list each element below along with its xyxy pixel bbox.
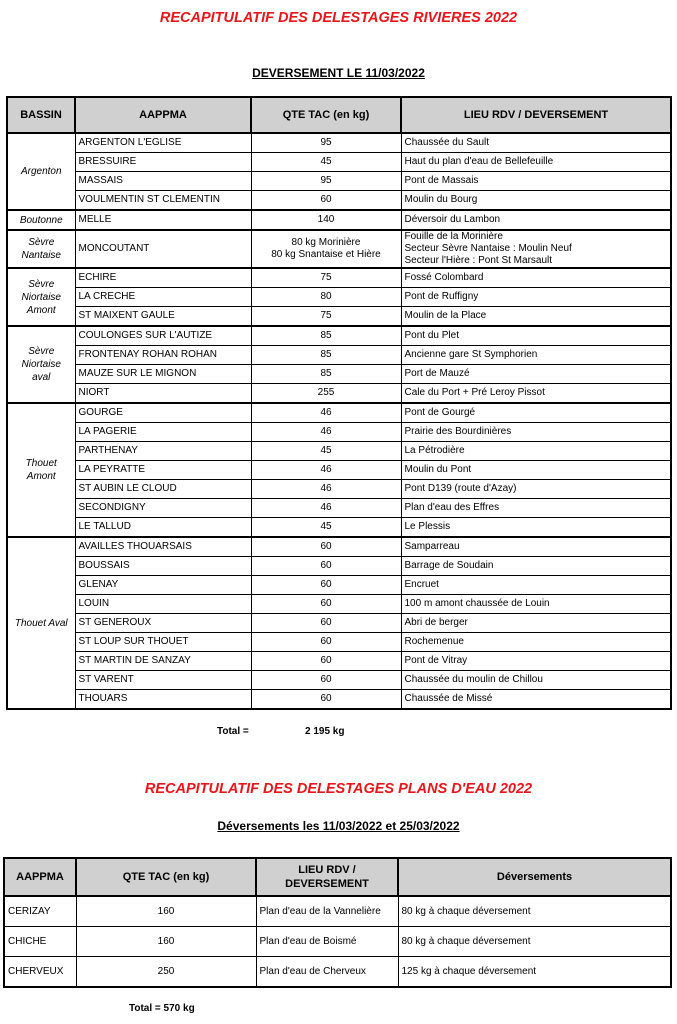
lieu-cell: Le Plessis bbox=[401, 518, 671, 538]
table-row bbox=[7, 518, 671, 538]
aappma-cell: LOUIN bbox=[75, 595, 251, 614]
table-row bbox=[7, 210, 671, 230]
lakes-total: Total = 570 kg bbox=[129, 1003, 195, 1014]
bassin-cell: Thouet Amont bbox=[7, 403, 75, 537]
aappma-cell: SECONDIGNY bbox=[75, 499, 251, 518]
lieu-cell: 100 m amont chaussée de Louin bbox=[401, 595, 671, 614]
table-row bbox=[7, 633, 671, 652]
rivers-total-label: Total = bbox=[217, 726, 249, 737]
qte-cell: 75 bbox=[251, 307, 401, 327]
qte-cell: 95 bbox=[251, 133, 401, 153]
qte-cell: 255 bbox=[251, 384, 401, 404]
table-row bbox=[7, 288, 671, 307]
bassin-group bbox=[7, 210, 671, 230]
qte-cell: 45 bbox=[251, 153, 401, 172]
qte-cell: 45 bbox=[251, 518, 401, 538]
lieu-cell bbox=[401, 230, 671, 268]
lieu-cell: Pont D139 (route d'Azay) bbox=[401, 480, 671, 499]
table-row bbox=[7, 133, 671, 153]
qte-cell: 60 bbox=[251, 557, 401, 576]
rivers-subtitle: DEVERSEMENT LE 11/03/2022 bbox=[252, 66, 425, 80]
qte-cell: 60 bbox=[251, 191, 401, 211]
table-row bbox=[7, 595, 671, 614]
lieu-cell: Déversoir du Lambon bbox=[401, 210, 671, 230]
bassin-cell: Argenton bbox=[7, 133, 75, 210]
lieu-cell: Fossé Colombard bbox=[401, 268, 671, 288]
aappma-cell: FRONTENAY ROHAN ROHAN bbox=[75, 346, 251, 365]
qte-cell: 95 bbox=[251, 172, 401, 191]
qte-cell: 80 bbox=[251, 288, 401, 307]
rivers-total-value: 2 195 kg bbox=[305, 726, 345, 737]
lieu-cell: Plan d'eau des Effres bbox=[401, 499, 671, 518]
lieu-line: Secteur Sèvre Nantaise : Moulin Neuf bbox=[404, 243, 572, 254]
lieu-cell: Pont de Vitray bbox=[401, 652, 671, 671]
aappma-cell: BRESSUIRE bbox=[75, 153, 251, 172]
aappma-cell: CERIZAY bbox=[4, 896, 76, 927]
lieu-cell: Plan d'eau de la Vannelière bbox=[256, 896, 398, 927]
lieu-cell: Plan d'eau de Cherveux bbox=[256, 957, 398, 988]
header-aappma: AAPPMA bbox=[4, 858, 76, 896]
table-row bbox=[7, 346, 671, 365]
table-row bbox=[7, 671, 671, 690]
deversement-cell: 80 kg à chaque déversement bbox=[398, 896, 671, 927]
header-deversements: Déversements bbox=[398, 858, 671, 896]
lakes-title: RECAPITULATIF DES DELESTAGES PLANS D'EAU 2022 bbox=[144, 781, 533, 797]
aappma-cell: ST MAIXENT GAULE bbox=[75, 307, 251, 327]
lieu-cell: Rochemenue bbox=[401, 633, 671, 652]
aappma-cell: VOULMENTIN ST CLEMENTIN bbox=[75, 191, 251, 211]
qte-cell: 60 bbox=[251, 652, 401, 671]
aappma-cell: LA CRECHE bbox=[75, 288, 251, 307]
bassin-group bbox=[7, 326, 671, 403]
qte-cell: 250 bbox=[76, 957, 256, 988]
table-row bbox=[7, 268, 671, 288]
qte-cell: 85 bbox=[251, 326, 401, 346]
aappma-cell: GLENAY bbox=[75, 576, 251, 595]
aappma-cell: LA PEYRATTE bbox=[75, 461, 251, 480]
lieu-cell: Pont de Gourgé bbox=[401, 403, 671, 423]
table-row bbox=[7, 153, 671, 172]
table-row bbox=[4, 927, 671, 957]
table-row bbox=[7, 423, 671, 442]
aappma-cell: LE TALLUD bbox=[75, 518, 251, 538]
aappma-cell: BOUSSAIS bbox=[75, 557, 251, 576]
aappma-cell: LA PAGERIE bbox=[75, 423, 251, 442]
lieu-cell: Moulin du Pont bbox=[401, 461, 671, 480]
aappma-cell: MAUZE SUR LE MIGNON bbox=[75, 365, 251, 384]
lieu-cell: Ancienne gare St Symphorien bbox=[401, 346, 671, 365]
lieu-cell: Pont du Plet bbox=[401, 326, 671, 346]
bassin-group bbox=[7, 537, 671, 709]
table-row bbox=[7, 499, 671, 518]
table-row bbox=[7, 557, 671, 576]
aappma-cell: ST MARTIN DE SANZAY bbox=[75, 652, 251, 671]
header-qte: QTE TAC (en kg) bbox=[76, 858, 256, 896]
aappma-cell: ST GENEROUX bbox=[75, 614, 251, 633]
qte-cell: 60 bbox=[251, 633, 401, 652]
aappma-cell: NIORT bbox=[75, 384, 251, 404]
lakes-header-row bbox=[4, 858, 671, 896]
qte-cell: 46 bbox=[251, 480, 401, 499]
aappma-cell: MONCOUTANT bbox=[75, 230, 251, 268]
deversement-cell: 80 kg à chaque déversement bbox=[398, 927, 671, 957]
aappma-cell: GOURGE bbox=[75, 403, 251, 423]
bassin-cell: Sèvre Niortaise Amont bbox=[7, 268, 75, 326]
bassin-group bbox=[7, 268, 671, 326]
qte-line: 80 kg Snantaise et Hière bbox=[271, 249, 381, 260]
table-row bbox=[7, 326, 671, 346]
lieu-cell: Moulin de la Place bbox=[401, 307, 671, 327]
bassin-group bbox=[7, 230, 671, 268]
rivers-table bbox=[6, 96, 672, 710]
lakes-table bbox=[3, 857, 672, 988]
table-row bbox=[7, 461, 671, 480]
qte-line: 80 kg Morinière bbox=[291, 237, 361, 248]
table-row bbox=[7, 652, 671, 671]
lieu-cell: Encruet bbox=[401, 576, 671, 595]
aappma-cell: ARGENTON L'EGLISE bbox=[75, 133, 251, 153]
table-row bbox=[7, 576, 671, 595]
table-row bbox=[7, 384, 671, 404]
rivers-title: RECAPITULATIF DES DELESTAGES RIVIERES 2022 bbox=[159, 10, 518, 26]
qte-cell: 85 bbox=[251, 346, 401, 365]
qte-cell: 46 bbox=[251, 403, 401, 423]
table-row bbox=[7, 537, 671, 557]
lieu-cell: Cale du Port + Pré Leroy Pissot bbox=[401, 384, 671, 404]
header-aappma: AAPPMA bbox=[75, 97, 251, 133]
lieu-cell: Chaussée du moulin de Chillou bbox=[401, 671, 671, 690]
bassin-cell: Thouet Aval bbox=[7, 537, 75, 709]
lieu-cell: Moulin du Bourg bbox=[401, 191, 671, 211]
aappma-cell: PARTHENAY bbox=[75, 442, 251, 461]
qte-cell: 160 bbox=[76, 896, 256, 927]
lieu-cell: Abri de berger bbox=[401, 614, 671, 633]
lakes-subtitle: Déversements les 11/03/2022 et 25/03/2022 bbox=[217, 819, 460, 833]
qte-cell bbox=[251, 230, 401, 268]
lieu-cell: Barrage de Soudain bbox=[401, 557, 671, 576]
table-row bbox=[7, 230, 671, 268]
qte-cell: 46 bbox=[251, 423, 401, 442]
lieu-line: Secteur l'Hière : Pont St Marsault bbox=[404, 255, 553, 266]
table-row bbox=[7, 365, 671, 384]
table-row bbox=[7, 172, 671, 191]
table-row bbox=[7, 191, 671, 211]
qte-cell: 160 bbox=[76, 927, 256, 957]
aappma-cell: ST VARENT bbox=[75, 671, 251, 690]
rivers-header-row bbox=[7, 97, 671, 133]
table-row bbox=[7, 480, 671, 499]
table-row bbox=[7, 442, 671, 461]
aappma-cell: MELLE bbox=[75, 210, 251, 230]
lieu-cell: Prairie des Bourdinières bbox=[401, 423, 671, 442]
qte-cell: 60 bbox=[251, 595, 401, 614]
aappma-cell: ECHIRE bbox=[75, 268, 251, 288]
qte-cell: 60 bbox=[251, 576, 401, 595]
table-row bbox=[4, 896, 671, 927]
header-lieu: LIEU RDV / DEVERSEMENT bbox=[256, 858, 398, 896]
qte-cell: 140 bbox=[251, 210, 401, 230]
qte-cell: 60 bbox=[251, 671, 401, 690]
lieu-cell: La Pétrodière bbox=[401, 442, 671, 461]
header-bassin: BASSIN bbox=[7, 97, 75, 133]
aappma-cell: THOUARS bbox=[75, 690, 251, 710]
qte-cell: 60 bbox=[251, 614, 401, 633]
lieu-cell: Samparreau bbox=[401, 537, 671, 557]
aappma-cell: ST LOUP SUR THOUET bbox=[75, 633, 251, 652]
lieu-cell: Haut du plan d'eau de Bellefeuille bbox=[401, 153, 671, 172]
qte-cell: 46 bbox=[251, 461, 401, 480]
aappma-cell: COULONGES SUR L'AUTIZE bbox=[75, 326, 251, 346]
table-row bbox=[7, 403, 671, 423]
qte-cell: 85 bbox=[251, 365, 401, 384]
aappma-cell: AVAILLES THOUARSAIS bbox=[75, 537, 251, 557]
table-row bbox=[7, 614, 671, 633]
deversement-cell: 125 kg à chaque déversement bbox=[398, 957, 671, 988]
lieu-cell: Pont de Massais bbox=[401, 172, 671, 191]
bassin-group bbox=[7, 403, 671, 537]
qte-cell: 60 bbox=[251, 537, 401, 557]
header-lieu: LIEU RDV / DEVERSEMENT bbox=[401, 97, 671, 133]
bassin-cell: Boutonne bbox=[7, 210, 75, 230]
lieu-cell: Chaussée du Sault bbox=[401, 133, 671, 153]
table-row bbox=[7, 690, 671, 710]
aappma-cell: CHICHE bbox=[4, 927, 76, 957]
lieu-cell: Pont de Ruffigny bbox=[401, 288, 671, 307]
table-row bbox=[4, 957, 671, 988]
lieu-cell: Plan d'eau de Boismé bbox=[256, 927, 398, 957]
qte-cell: 45 bbox=[251, 442, 401, 461]
aappma-cell: MASSAIS bbox=[75, 172, 251, 191]
bassin-cell: Sèvre Nantaise bbox=[7, 230, 75, 268]
lieu-cell: Chaussée de Missé bbox=[401, 690, 671, 710]
header-qte: QTE TAC (en kg) bbox=[251, 97, 401, 133]
qte-cell: 60 bbox=[251, 690, 401, 710]
aappma-cell: CHERVEUX bbox=[4, 957, 76, 988]
aappma-cell: ST AUBIN LE CLOUD bbox=[75, 480, 251, 499]
bassin-group bbox=[7, 133, 671, 210]
bassin-cell: Sèvre Niortaise aval bbox=[7, 326, 75, 403]
qte-cell: 46 bbox=[251, 499, 401, 518]
qte-cell: 75 bbox=[251, 268, 401, 288]
table-row bbox=[7, 307, 671, 327]
lieu-cell: Port de Mauzé bbox=[401, 365, 671, 384]
lieu-line: Fouille de la Morinière bbox=[404, 231, 503, 242]
